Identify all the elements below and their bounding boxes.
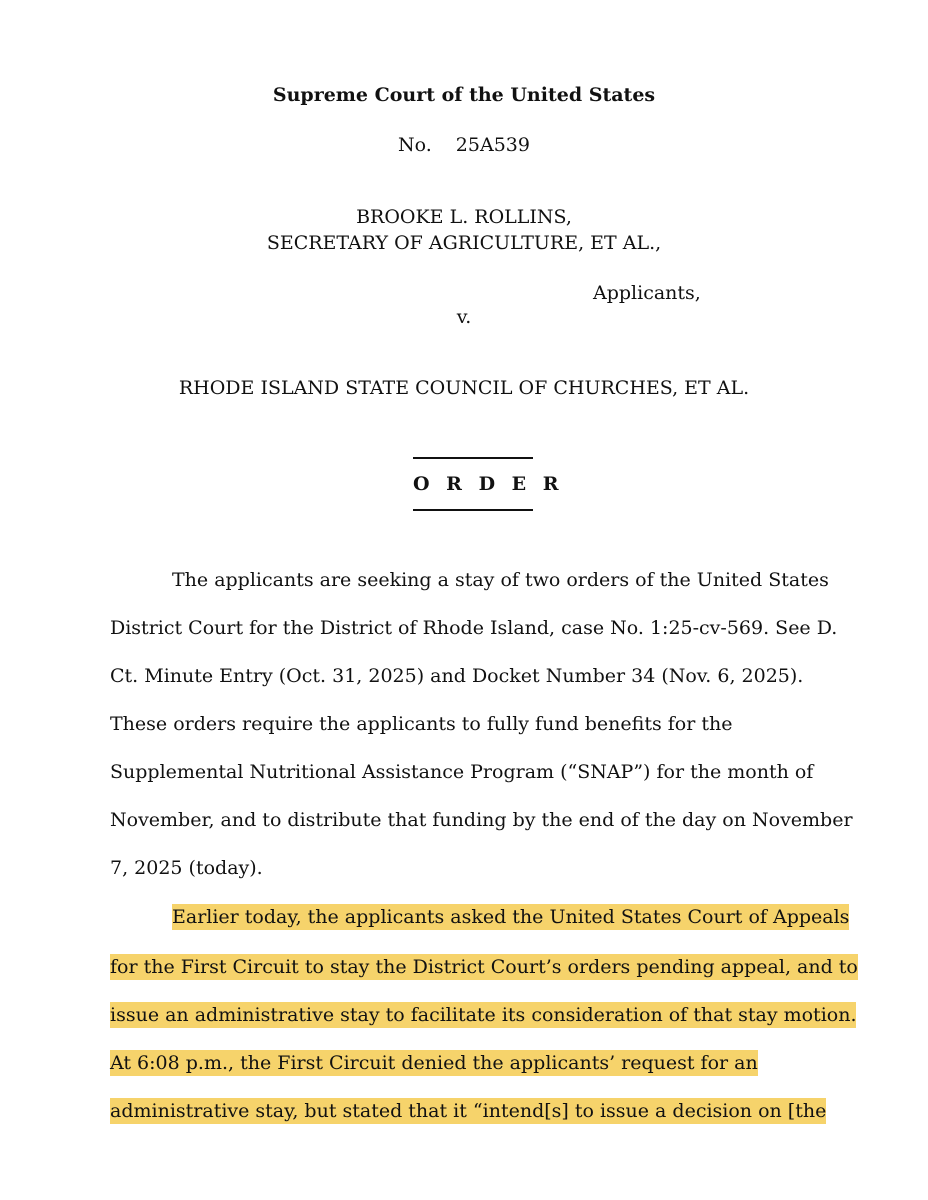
highlighted-text: administrative stay, but stated that it “intend[s] to issue a decision on [the — [110, 1100, 827, 1122]
highlighted-text: At 6:08 p.m., the First Circuit denied the applicants’ request for an — [110, 1052, 758, 1074]
docket-number-line — [0, 134, 928, 156]
highlighted-text: issue an administrative stay to facilitate its consideration of that stay motion. — [110, 1004, 857, 1026]
paragraph-2-line — [172, 904, 849, 930]
versus-label: v. — [456, 306, 472, 328]
order-heading: O R D E R — [413, 473, 564, 495]
paragraph-1-line: Supplemental Nutritional Assistance Program (“SNAP”) for the month of — [110, 761, 814, 783]
paragraph-1-line: District Court for the District of Rhode Island, case No. 1:25-cv-569. See D. — [110, 617, 838, 639]
paragraph-1-line: Ct. Minute Entry (Oct. 31, 2025) and Docket Number 34 (Nov. 6, 2025). — [110, 665, 804, 687]
paragraph-2-line — [110, 1050, 758, 1076]
order-rule-top — [413, 457, 533, 459]
paragraph-1-line: These orders require the applicants to fully fund benefits for the — [110, 713, 733, 735]
paragraph-2-line — [110, 954, 858, 980]
docket-prefix: No. — [398, 134, 432, 156]
paragraph-2-line — [110, 1002, 856, 1028]
paragraph-2-line — [110, 1098, 826, 1124]
applicant-name: BROOKE L. ROLLINS, — [356, 206, 572, 228]
highlighted-text: for the First Circuit to stay the District Court’s orders pending appeal, and to — [110, 956, 858, 978]
paragraph-1-line: The applicants are seeking a stay of two orders of the United States — [172, 569, 829, 591]
paragraph-1-line: 7, 2025 (today). — [110, 857, 263, 879]
applicant-title: SECRETARY OF AGRICULTURE, ET AL., — [266, 232, 662, 254]
respondent-name: RHODE ISLAND STATE COUNCIL OF CHURCHES, ET AL. — [178, 377, 750, 399]
court-title: Supreme Court of the United States — [272, 84, 656, 106]
order-rule-bottom — [413, 509, 533, 511]
paragraph-1-line: November, and to distribute that funding by the end of the day on November — [110, 809, 853, 831]
highlighted-text: Earlier today, the applicants asked the United States Court of Appeals — [172, 906, 850, 928]
applicants-label: Applicants, — [593, 282, 701, 304]
docket-number: 25A539 — [455, 134, 530, 156]
